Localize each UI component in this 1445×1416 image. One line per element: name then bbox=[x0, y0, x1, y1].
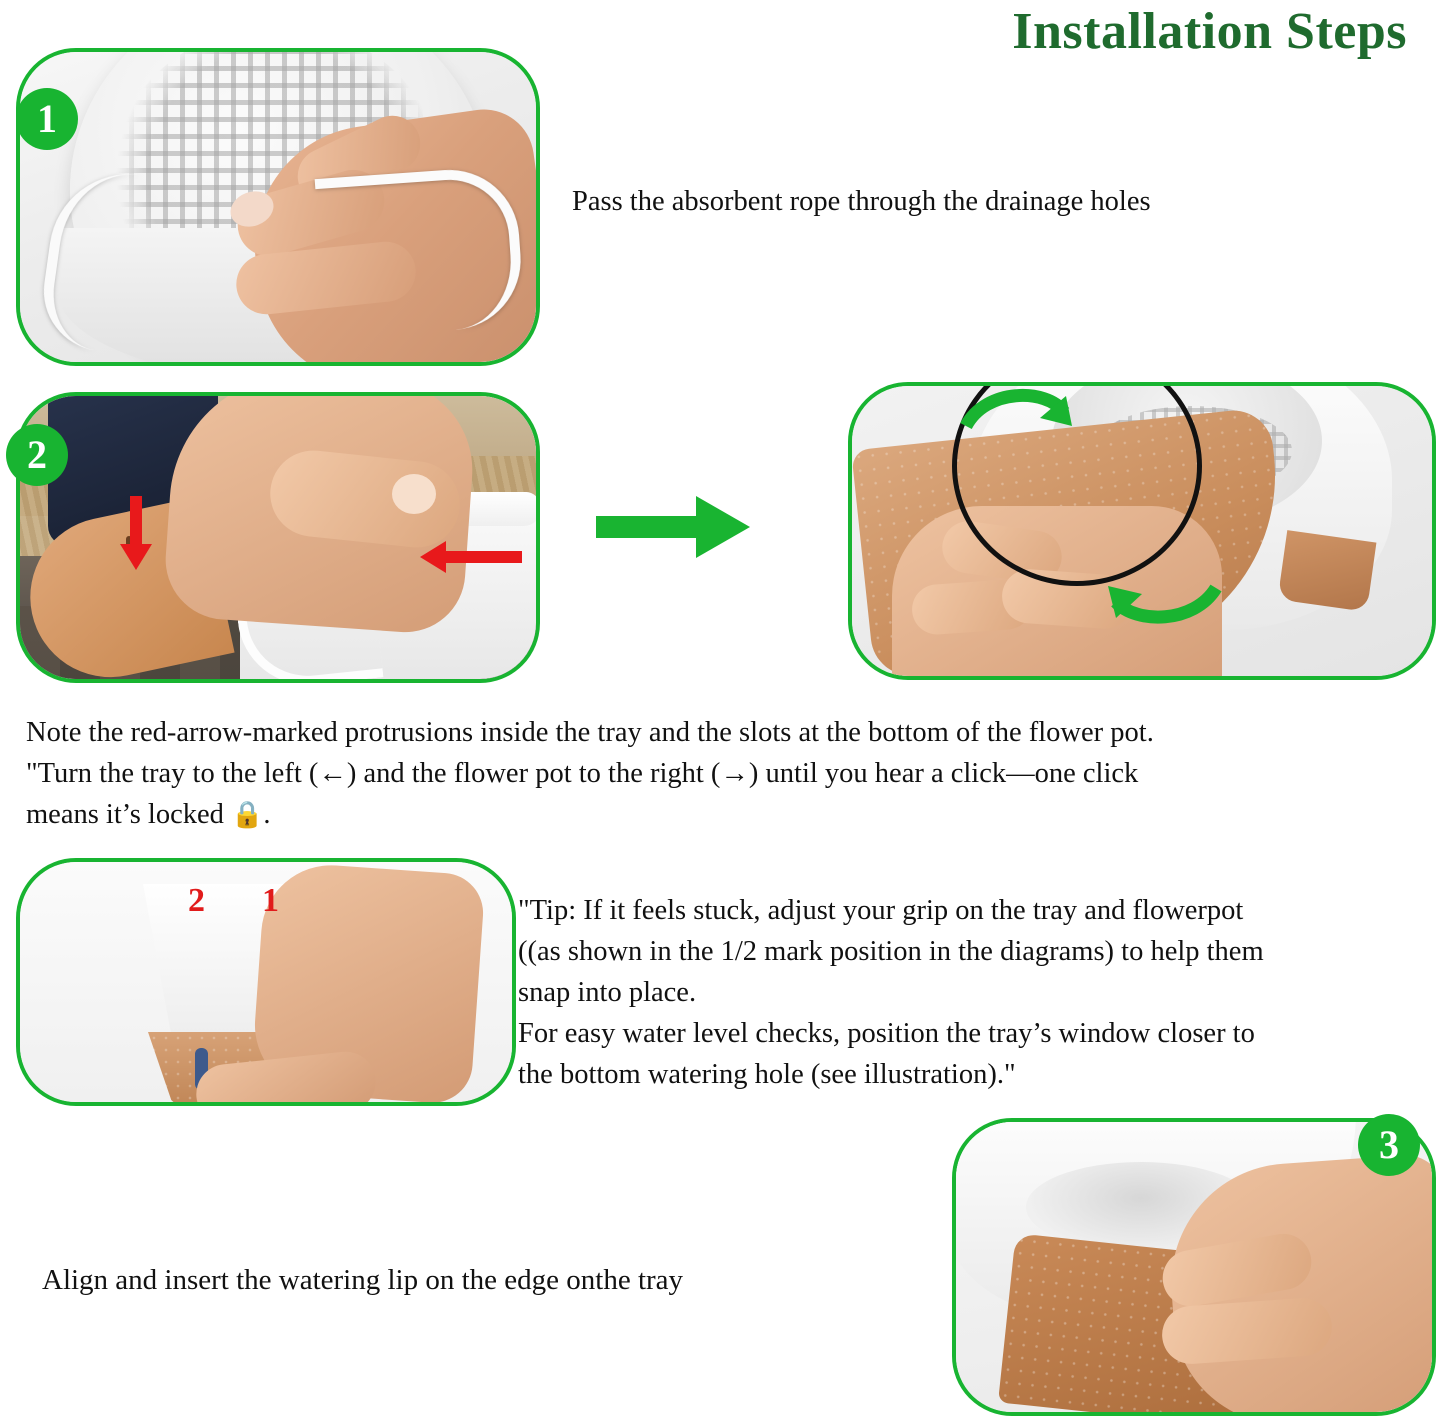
step-2-badge: 2 bbox=[6, 424, 68, 486]
grip-mark-two: 2 bbox=[188, 882, 205, 919]
green-arrow-right-icon bbox=[596, 496, 750, 558]
page-title: Installation Steps bbox=[1012, 3, 1407, 60]
finger-shape bbox=[1160, 1296, 1334, 1366]
tip-text bbox=[518, 890, 1445, 1095]
note-line-3-prefix: means it’s locked bbox=[26, 799, 231, 831]
step-2-image-inner bbox=[20, 396, 536, 679]
tray-tab-shape bbox=[1278, 530, 1377, 612]
note-line-3 bbox=[26, 794, 1426, 835]
step-3-caption: Align and insert the watering lip on the edge onthe tray bbox=[42, 1264, 684, 1296]
step-3-image-inner bbox=[956, 1122, 1432, 1412]
green-rotate-arrow-top-icon bbox=[960, 386, 1080, 436]
step-2-second-image bbox=[848, 382, 1436, 680]
step-3-badge: 3 bbox=[1358, 1114, 1420, 1176]
grip-position-image-inner bbox=[20, 862, 512, 1102]
lock-icon: 🔒 bbox=[231, 800, 264, 830]
grip-position-image bbox=[16, 858, 516, 1106]
tip-line-5: the bottom watering hole (see illustration)." bbox=[518, 1059, 1016, 1091]
note-line-3-suffix: . bbox=[263, 799, 271, 831]
tip-line-2: ((as shown in the 1/2 mark position in the diagrams) to help them bbox=[518, 936, 1264, 968]
step-2-second-image-inner bbox=[852, 386, 1432, 676]
step-1-badge: 1 bbox=[16, 88, 78, 150]
note-line-1: Note the red-arrow-marked protrusions inside the tray and the slots at the bottom of the flower pot. bbox=[26, 717, 1154, 748]
absorbent-rope-right bbox=[315, 165, 526, 339]
tip-line-4: For easy water level checks, position the tray’s window closer to bbox=[518, 1018, 1255, 1050]
note-line-2: "Turn the tray to the left (←) and the flower pot to the right (→) until you hear a click—one click bbox=[26, 758, 1139, 790]
green-rotate-arrow-bottom-icon bbox=[1102, 576, 1222, 630]
tip-line-1: "Tip: If it feels stuck, adjust your grip on the tray and flowerpot bbox=[518, 895, 1244, 926]
step-1-image bbox=[16, 48, 540, 366]
step-2-image bbox=[16, 392, 540, 683]
step-1-image-inner bbox=[20, 52, 536, 362]
step-2-note bbox=[26, 712, 1426, 835]
tip-line-3: snap into place. bbox=[518, 977, 697, 1009]
grip-mark-one: 1 bbox=[262, 882, 279, 919]
step-1-caption: Pass the absorbent rope through the drainage holes bbox=[572, 186, 1151, 217]
fingernail-shape bbox=[392, 474, 436, 514]
